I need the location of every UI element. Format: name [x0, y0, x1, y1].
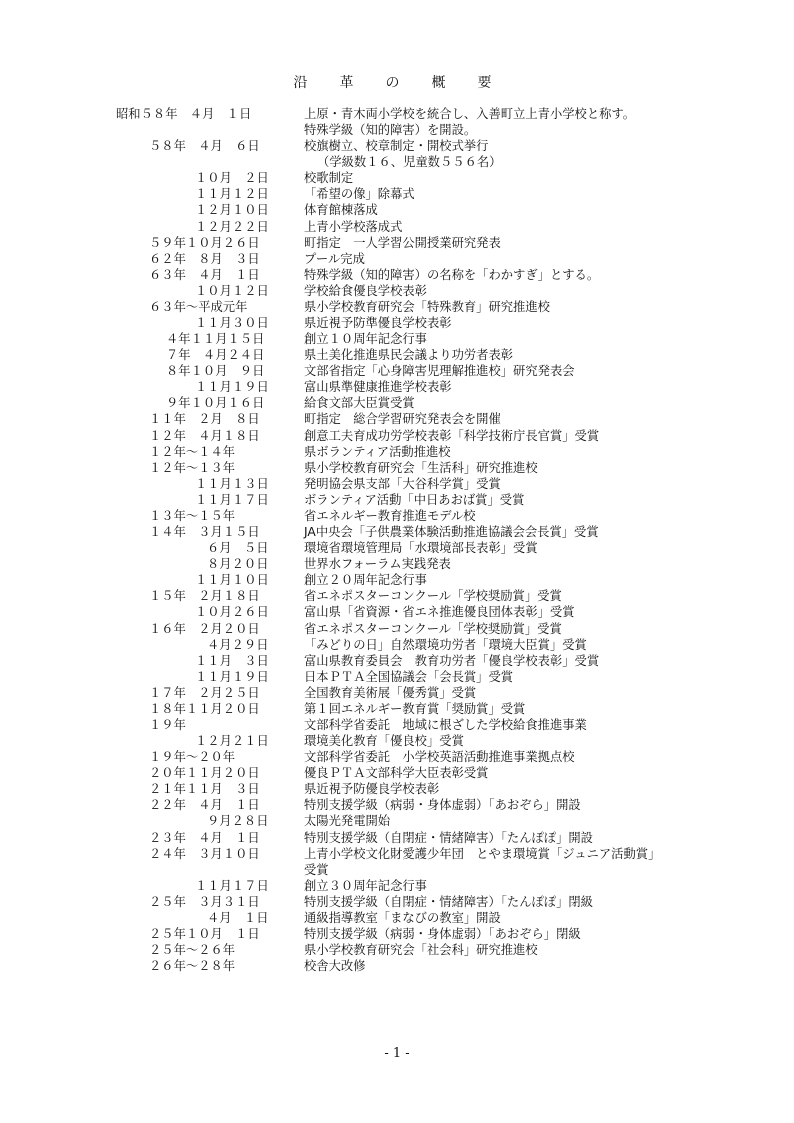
history-entry-line — [0, 363, 794, 379]
history-entry — [0, 476, 794, 492]
entry-text: 創意工夫育成功労学校表彰「科学技術庁長官賞」受賞 — [304, 428, 600, 443]
history-entry-line — [0, 170, 794, 186]
entry-text: 特別支援学級（病弱・身体虚弱）「あおぞら」開設 — [304, 798, 581, 813]
entry-date: １１月１７日 — [195, 492, 269, 507]
history-entry — [0, 138, 794, 170]
history-entry-line — [0, 267, 794, 283]
history-entry — [0, 428, 794, 444]
history-entry — [0, 588, 794, 604]
history-entry — [0, 444, 794, 460]
entry-text: 町指定 総合学習研究発表会を開催 — [304, 412, 501, 427]
entry-text: 富山県「省資源・省エネ推進優良団体表彰」受賞 — [304, 605, 575, 620]
history-entry-line — [0, 621, 794, 637]
entry-date: １０月 ２日 — [195, 171, 269, 186]
entry-text: 体育館棟落成 — [304, 203, 378, 218]
history-entry-line — [0, 106, 794, 122]
history-entry — [0, 202, 794, 218]
entry-text: 環境美化教育「優良校」受賞 — [304, 734, 464, 749]
entry-date: １４年 ３月１５日 — [149, 525, 260, 540]
entry-date: １２月２２日 — [195, 219, 269, 234]
history-entry-line — [0, 765, 794, 781]
history-entry-line — [0, 428, 794, 444]
history-entry — [0, 106, 794, 138]
entry-date: １１月１３日 — [195, 476, 269, 491]
history-entry-line — [0, 733, 794, 749]
entry-text: 特別支援学級（自閉症・情緒障害）「たんぽぽ」開設 — [304, 830, 593, 845]
entry-text: 通級指導教室「まなびの教室」開設 — [304, 910, 501, 925]
history-entry — [0, 846, 794, 878]
history-entry-line — [0, 186, 794, 202]
history-entry-line — [0, 540, 794, 556]
entry-date: １１月 ３日 — [195, 653, 269, 668]
history-entry-line — [0, 154, 794, 170]
history-entry-line — [0, 476, 794, 492]
history-entry-line — [0, 653, 794, 669]
entry-date: １０月１２日 — [195, 283, 269, 298]
entry-date: ５８年 ４月 ６日 — [149, 139, 260, 154]
history-entry — [0, 781, 794, 797]
entry-text: 環境省環境管理局「水環境部長表彰」受賞 — [304, 541, 538, 556]
entry-text: 省エネポスターコンクール「学校奨励賞」受賞 — [304, 589, 562, 604]
entry-text: 世界水フォーラム実践発表 — [304, 557, 451, 572]
history-entry-line — [0, 862, 794, 878]
entry-text: 特殊学級（知的障害）を開設。 — [304, 123, 477, 138]
entry-date: ２１年１１月 ３日 — [149, 782, 260, 797]
history-entry-line — [0, 813, 794, 829]
history-entry — [0, 219, 794, 235]
entry-text: 優良ＰＴＡ文部科学大臣表彰受賞 — [304, 766, 489, 781]
entry-date: ２３年 ４月 １日 — [149, 830, 260, 845]
history-entry — [0, 749, 794, 765]
entry-text: 太陽光発電開始 — [304, 814, 391, 829]
history-entry-line — [0, 878, 794, 894]
history-entry — [0, 572, 794, 588]
entry-date: １５年 ２月１８日 — [149, 589, 260, 604]
entry-text: 町指定 一人学習公開授業研究発表 — [304, 235, 501, 250]
entry-date: １１年 ２月 ８日 — [149, 412, 260, 427]
history-entry-line — [0, 604, 794, 620]
history-entry-line — [0, 379, 794, 395]
entry-text: 県小学校教育研究会「社会科」研究推進校 — [304, 943, 538, 958]
entry-text: 県ボランティア活動推進校 — [304, 444, 451, 459]
entry-date: １９年 — [149, 717, 186, 732]
entry-text: 県近視予防優良学校表彰 — [304, 782, 440, 797]
history-entry-line — [0, 122, 794, 138]
history-entry-line — [0, 411, 794, 427]
history-entry-line — [0, 781, 794, 797]
entry-date: 昭和５８年 ４月 １日 — [116, 107, 252, 121]
history-entry — [0, 170, 794, 186]
entry-date: ７年 ４月２４日 — [166, 348, 265, 363]
entry-text: 省エネポスターコンクール「学校奨励賞」受賞 — [304, 621, 562, 636]
history-entry-line — [0, 797, 794, 813]
entry-date: ９月２８日 — [207, 814, 269, 829]
history-entry — [0, 653, 794, 669]
entry-text: 省エネルギー教育推進モデル校 — [304, 508, 476, 523]
history-entry-line — [0, 910, 794, 926]
entry-date: ８年１０月 ９日 — [166, 364, 265, 379]
entry-date: １１月１２日 — [195, 187, 269, 202]
history-entry — [0, 878, 794, 894]
entry-date: １１月３０日 — [195, 316, 269, 331]
entry-date: ４年１１月１５日 — [166, 332, 265, 347]
entry-text: 「みどりの日」自然環境功労者「環境大臣賞」受賞 — [304, 637, 587, 652]
history-entry-line — [0, 444, 794, 460]
entry-date: １１月１７日 — [195, 878, 269, 893]
history-entry — [0, 411, 794, 427]
entry-text: 校舎大改修 — [304, 959, 366, 974]
history-entry — [0, 283, 794, 299]
entry-date: ２５年～２６年 — [149, 943, 236, 958]
entry-text: 日本ＰＴＡ全国協議会「会長賞」受賞 — [304, 669, 514, 684]
entry-text: 校歌制定 — [304, 171, 354, 186]
entry-text: （学級数１６、児童数５５６名） — [317, 155, 502, 170]
history-entry-line — [0, 283, 794, 299]
history-entry — [0, 685, 794, 701]
entry-date: ４月 １日 — [207, 910, 269, 925]
entry-text: 上原・青木両小学校を統合し、入善町立上青小学校と称す。 — [304, 107, 636, 121]
history-entry-line — [0, 492, 794, 508]
entry-date: ６３年 ４月 １日 — [149, 267, 260, 282]
entry-date: ６３年～平成元年 — [149, 299, 248, 314]
entry-text: JA中央会「子供農業体験活動推進協議会会長賞」受賞 — [304, 525, 599, 540]
history-entry — [0, 524, 794, 540]
entry-date: １２月１０日 — [195, 203, 269, 218]
history-entry-line — [0, 942, 794, 958]
history-entry-line — [0, 588, 794, 604]
entry-date: １８年１１月２０日 — [149, 701, 260, 716]
entry-date: １１月１０日 — [195, 573, 269, 588]
entry-date: １２年～１３年 — [149, 460, 236, 475]
history-entry — [0, 492, 794, 508]
history-entry-line — [0, 846, 794, 862]
history-entry-line — [0, 235, 794, 251]
entry-date: １１月１９日 — [195, 669, 269, 684]
entry-text: 創立２０周年記念行事 — [304, 573, 427, 588]
entry-text: 文部科学省委託 小学校英語活動推進事業拠点校 — [304, 750, 575, 765]
history-entry — [0, 669, 794, 685]
entry-text: 県小学校教育研究会「特殊教育」研究推進校 — [304, 299, 550, 314]
history-entry — [0, 556, 794, 572]
entry-date: １０月２６日 — [195, 605, 269, 620]
history-entry — [0, 717, 794, 733]
history-entry — [0, 363, 794, 379]
history-entry-line — [0, 749, 794, 765]
history-entry — [0, 347, 794, 363]
entry-text: プール完成 — [304, 251, 365, 266]
entry-text: 全国教育美術展「優秀賞」受賞 — [304, 685, 477, 700]
history-entry-line — [0, 685, 794, 701]
history-entry-line — [0, 637, 794, 653]
history-list — [0, 106, 794, 974]
history-entry — [0, 942, 794, 958]
history-entry-line — [0, 572, 794, 588]
entry-date: ６２年 ８月 ３日 — [149, 251, 260, 266]
history-entry-line — [0, 556, 794, 572]
entry-text: 県近視予防準優良学校表彰 — [304, 316, 452, 331]
entry-date: １３年～１５年 — [149, 508, 236, 523]
history-entry — [0, 315, 794, 331]
entry-date: ４月２９日 — [207, 637, 269, 652]
history-entry — [0, 830, 794, 846]
history-entry-line — [0, 138, 794, 154]
history-entry-line — [0, 315, 794, 331]
entry-text: 特殊学級（知的障害）の名称を「わかすぎ」とする。 — [304, 267, 600, 282]
entry-date: １９年～２０年 — [149, 750, 236, 765]
entry-text: 発明協会県支部「大谷科学賞」受賞 — [304, 476, 501, 491]
entry-text: ボランティア活動「中日あおば賞」受賞 — [304, 492, 525, 507]
entry-date: ２４年 ３月１０日 — [149, 846, 260, 861]
history-entry — [0, 395, 794, 411]
history-entry-line — [0, 926, 794, 942]
history-entry — [0, 894, 794, 910]
entry-text: 上青小学校落成式 — [304, 219, 403, 234]
entry-text: 第１回エネルギー教育賞「奨励賞」受賞 — [304, 701, 526, 716]
history-entry-line — [0, 460, 794, 476]
history-entry-line — [0, 508, 794, 524]
entry-text: 特別支援学級（自閉症・情緒障害）「たんぽぽ」閉級 — [304, 894, 593, 909]
history-entry — [0, 508, 794, 524]
entry-date: ２６年～２８年 — [149, 959, 236, 974]
history-entry — [0, 765, 794, 781]
history-entry — [0, 379, 794, 395]
history-entry — [0, 331, 794, 347]
history-entry — [0, 637, 794, 653]
history-entry — [0, 604, 794, 620]
history-entry-line — [0, 219, 794, 235]
history-entry-line — [0, 894, 794, 910]
entry-text: 富山県準健康推進学校表彰 — [304, 380, 452, 395]
entry-date: ２５年１０月 １日 — [149, 926, 260, 941]
history-entry — [0, 910, 794, 926]
entry-date: ５９年１０月２６日 — [149, 235, 260, 250]
entry-text: 特別支援学級（病弱・身体虚弱）「あおぞら」閉級 — [304, 926, 581, 941]
history-entry-line — [0, 299, 794, 315]
history-entry-line — [0, 717, 794, 733]
history-entry — [0, 958, 794, 974]
history-entry-line — [0, 202, 794, 218]
history-entry — [0, 540, 794, 556]
history-entry-line — [0, 669, 794, 685]
entry-text: 文部省指定「心身障害児理解推進校」研究発表会 — [304, 364, 575, 379]
entry-text: 県小学校教育研究会「生活科」研究推進校 — [304, 460, 538, 475]
entry-text: 創立１０周年記念行事 — [304, 332, 427, 347]
entry-date: ６月 ５日 — [207, 541, 269, 556]
entry-text: 県土美化推進県民会議より功労者表彰 — [304, 348, 514, 363]
history-entry-line — [0, 701, 794, 717]
entry-date: １２年 ４月１８日 — [149, 428, 260, 443]
entry-date: ９年１０月１６日 — [166, 396, 265, 411]
entry-text: 給食文部大臣賞受賞 — [304, 396, 415, 411]
history-entry — [0, 186, 794, 202]
history-entry-line — [0, 347, 794, 363]
history-entry-line — [0, 524, 794, 540]
entry-text: 受賞 — [304, 862, 329, 877]
history-entry — [0, 813, 794, 829]
entry-date: ８月２０日 — [207, 557, 269, 572]
entry-date: １７年 ２月２５日 — [149, 685, 260, 700]
entry-text: 創立３０周年記念行事 — [304, 878, 427, 893]
history-entry-line — [0, 331, 794, 347]
entry-text: 富山県教育委員会 教育功労者「優良学校表彰」受賞 — [304, 653, 600, 668]
entry-text: 文部科学省委託 地域に根ざした学校給食推進事業 — [304, 717, 587, 732]
entry-date: ２２年 ４月 １日 — [149, 798, 260, 813]
entry-date: １１月１９日 — [195, 380, 269, 395]
history-entry-line — [0, 395, 794, 411]
history-entry — [0, 299, 794, 315]
entry-text: 校旗樹立、校章制定・開校式挙行 — [304, 139, 489, 154]
page-title: 沿 革 の 概 要 — [293, 75, 501, 91]
entry-date: ２０年１１月２０日 — [149, 766, 260, 781]
history-entry-line — [0, 830, 794, 846]
history-entry — [0, 267, 794, 283]
history-entry-line — [0, 251, 794, 267]
history-entry — [0, 251, 794, 267]
entry-date: １２月２１日 — [195, 734, 269, 749]
entry-date: １６年 ２月２０日 — [149, 621, 260, 636]
entry-text: 「希望の像」除幕式 — [304, 187, 415, 202]
history-entry-line — [0, 958, 794, 974]
history-entry — [0, 621, 794, 637]
entry-date: １２年～１４年 — [149, 444, 236, 459]
history-entry — [0, 460, 794, 476]
history-entry — [0, 235, 794, 251]
history-entry — [0, 701, 794, 717]
entry-text: 上青小学校文化財愛護少年団 とやま環境賞「ジュニア活動賞」 — [304, 846, 661, 861]
history-entry — [0, 926, 794, 942]
entry-text: 学校給食優良学校表彰 — [304, 283, 427, 298]
entry-date: ２５年 ３月３１日 — [149, 894, 260, 909]
history-entry — [0, 797, 794, 813]
page-number: - 1 - — [384, 1046, 410, 1061]
history-entry — [0, 733, 794, 749]
